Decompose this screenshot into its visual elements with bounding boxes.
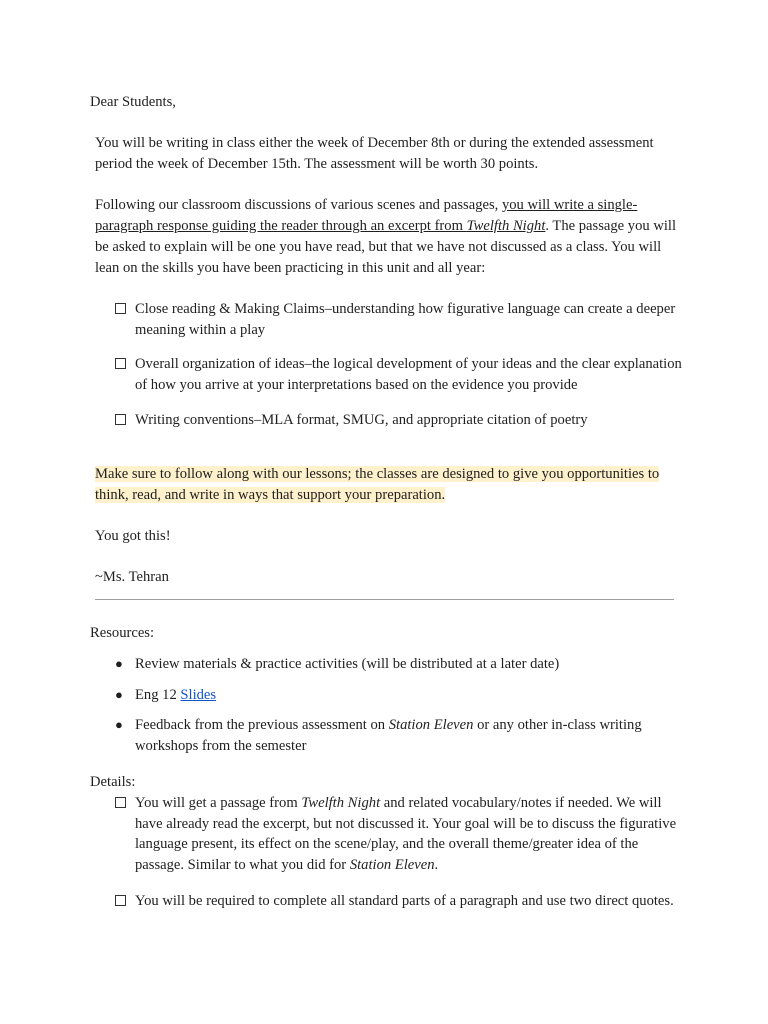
slides-link[interactable]: Slides (180, 687, 217, 703)
resource-prefix: Eng 12 (135, 687, 181, 703)
bullet-dot-icon: ● (115, 687, 123, 702)
empty-checkbox-icon[interactable] (115, 303, 126, 314)
empty-checkbox-icon[interactable] (115, 414, 126, 425)
book-title: Station Eleven (349, 856, 435, 873)
book-title: Station Eleven (388, 717, 474, 733)
details-heading: Details: (90, 774, 136, 790)
resource-text (135, 715, 685, 756)
play-title: Twelfth Night (301, 795, 381, 811)
skill-text: Writing conventions–MLA format, SMUG, and appropriate citation of poetry (135, 412, 588, 428)
bullet-dot-icon: ● (115, 656, 123, 671)
highlighted-text: Make sure to follow along with our lessons; the classes are designed to give you opportunities to think, read, and write in ways that support your preparation. (95, 466, 660, 503)
detail-middle: and related vocabulary/notes if needed. We will have already read the excerpt, but not discussed it. Your goal will be to discuss the figurative language present, its effect on the scene/play, and the overall theme/greater idea of the passage. Similar to what you did for (135, 795, 677, 873)
paragraph-intro: Following our classroom discussions of various scenes and passages, (95, 197, 502, 213)
greeting: Dear Students, (90, 94, 176, 110)
resource-suffix: or any other in-class writing workshops from the semester (135, 717, 642, 754)
skill-text: Close reading & Making Claims–understanding how figurative language can create a deeper meaning within a play (135, 301, 676, 338)
detail-text (135, 793, 685, 875)
empty-checkbox-icon[interactable] (115, 358, 126, 369)
signature: ~Ms. Tehran (95, 569, 169, 585)
resource-item-feedback (115, 715, 685, 756)
resource-item-slides (115, 685, 685, 706)
resource-text (135, 685, 216, 706)
highlighted-reminder (95, 464, 685, 506)
assignment-paragraph (95, 195, 685, 279)
detail-prefix: You will get a passage from (135, 795, 302, 811)
resource-text: Review materials & practice activities (will be distributed at a later date) (135, 656, 560, 672)
empty-checkbox-icon[interactable] (115, 895, 126, 906)
encouragement: You got this! (95, 528, 171, 544)
empty-checkbox-icon[interactable] (115, 797, 126, 808)
resource-item-review (115, 654, 685, 675)
skill-item-close-reading (115, 299, 685, 340)
bullet-dot-icon: ● (115, 717, 123, 732)
underlined-task-text: you will write a single-paragraph response guiding the reader through an excerpt from (95, 197, 638, 234)
resources-heading: Resources: (90, 625, 155, 641)
resource-prefix: Feedback from the previous assessment on (135, 717, 389, 733)
skill-text: Overall organization of ideas–the logical development of your ideas and the clear explanation of how you arrive at your interpretations based on the evidence you provide (135, 356, 682, 393)
detail-end: . (434, 856, 439, 873)
intro-paragraph: You will be writing in class either the week of December 8th or during the extended assessment period the week of December 15th. The assessment will be worth 30 points. (95, 135, 654, 172)
detail-item-requirements (115, 891, 685, 912)
play-title: Twelfth Night (466, 218, 546, 234)
skill-item-conventions (115, 410, 685, 431)
detail-text: You will be required to complete all standard parts of a paragraph and use two direct quotes. (135, 893, 674, 909)
skill-item-organization (115, 354, 685, 395)
paragraph-rest: . The passage you will be asked to explain will be one you have read, but that we have not discussed as a class. You will lean on the skills you have been practicing in this unit and all year: (95, 218, 677, 276)
detail-item-passage (115, 793, 685, 875)
horizontal-divider (95, 599, 674, 600)
